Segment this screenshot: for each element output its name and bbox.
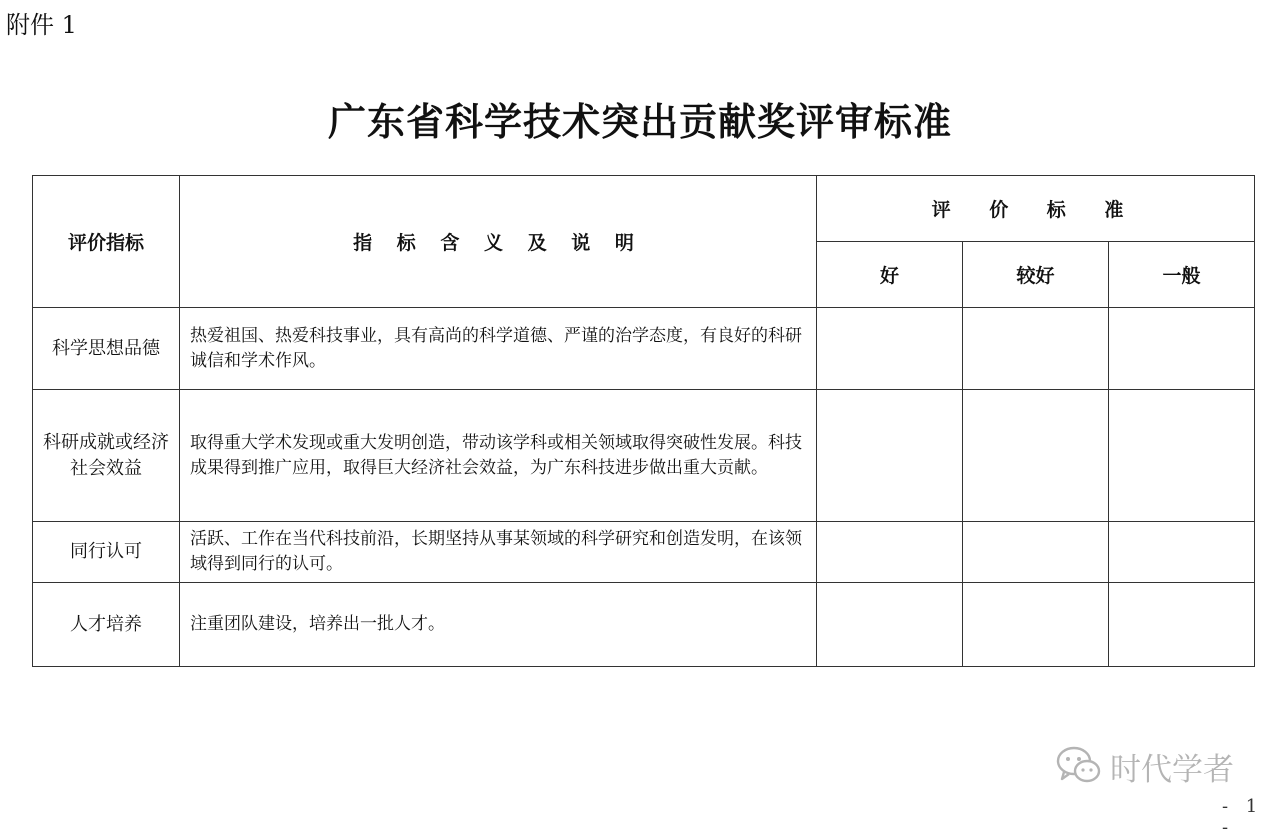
attachment-label: 附件 1 [6,11,77,39]
wechat-icon [1056,745,1102,789]
score-cell-average [1109,390,1255,522]
indicator-cell: 科研成就或经济社会效益 [33,390,180,522]
score-cell-good [817,583,963,667]
table-row [33,583,1255,667]
score-cell-good [817,308,963,390]
score-cell-fairly-good [963,308,1109,390]
header-level-good: 好 [817,242,963,308]
header-criteria: 评 价 标 准 [817,176,1255,242]
table-row [33,390,1255,522]
score-cell-good [817,390,963,522]
document-title: 广东省科学技术突出贡献奖评审标准 [327,100,952,144]
watermark-text: 时代学者 [1110,752,1234,788]
header-meaning: 指 标 含 义 及 说 明 [180,176,817,308]
meaning-cell: 注重团队建设，培养出一批人才。 [180,583,817,667]
score-cell-fairly-good [963,583,1109,667]
score-cell-average [1109,583,1255,667]
table-row [33,308,1255,390]
score-cell-good [817,522,963,583]
score-cell-average [1109,308,1255,390]
header-level-fairly-good: 较好 [963,242,1109,308]
page-number: - 1 - [1222,796,1264,838]
watermark [1056,744,1234,789]
meaning-cell: 热爱祖国、热爱科技事业，具有高尚的科学道德、严谨的治学态度，有良好的科研诚信和学术作风。 [180,308,817,390]
score-cell-average [1109,522,1255,583]
indicator-cell: 同行认可 [33,522,180,583]
score-cell-fairly-good [963,522,1109,583]
indicator-cell: 科学思想品德 [33,308,180,390]
header-level-average: 一般 [1109,242,1255,308]
meaning-cell: 取得重大学术发现或重大发明创造，带动该学科或相关领域取得突破性发展。科技成果得到推广应用，取得巨大经济社会效益，为广东科技进步做出重大贡献。 [180,390,817,522]
score-cell-fairly-good [963,390,1109,522]
header-indicator: 评价指标 [33,176,180,308]
evaluation-criteria-table [32,175,1255,667]
meaning-cell: 活跃、工作在当代科技前沿，长期坚持从事某领域的科学研究和创造发明，在该领域得到同行的认可。 [180,522,817,583]
table-row [33,522,1255,583]
indicator-cell: 人才培养 [33,583,180,667]
